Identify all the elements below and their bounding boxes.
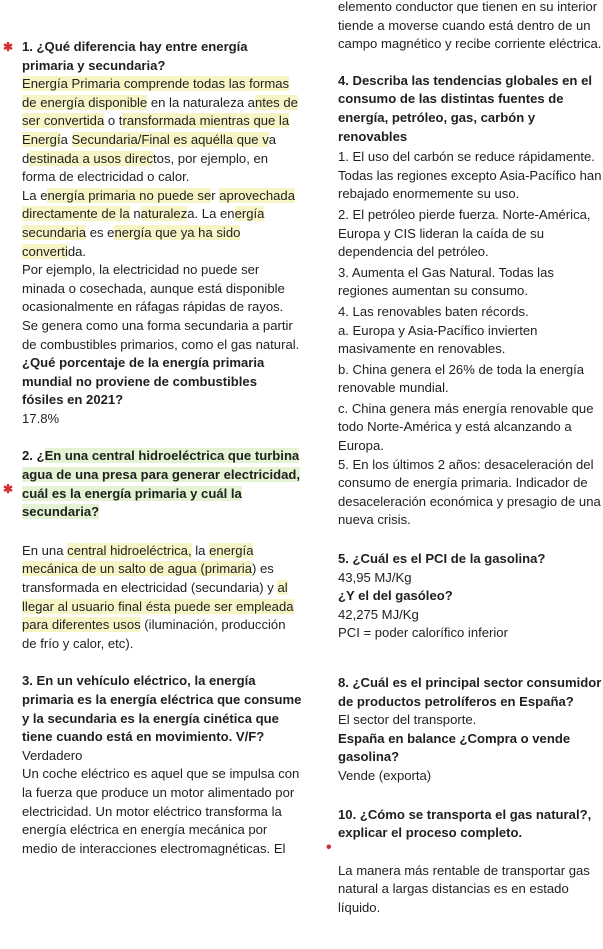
q1-subanswer: 17.8% [22,410,60,426]
red-dot-marker-q10: • [326,839,332,856]
q2-title: 2. ¿En una central hidroeléctrica que turbina agua de una presa para generar electricidad, cuál es la energía primaria y cuál la secundaria? [22,448,300,520]
q4-title: 4. Describa las tendencias globales en el consumo de las distintas fuentes de energía, petróleo, gas, carbón y renovables [338,72,592,144]
q4-item-4c: c. China genera más energía renovable que todo Norte-América y está alcanzando a Europa. [338,400,594,454]
q4-item-4b: b. China genera el 26% de toda la energía renovable mundial. [338,361,585,396]
left-column [22,38,302,858]
q5-answer-gasoline: 43,95 MJ/Kg [338,569,412,585]
q1-paragraph-3: Por ejemplo, la electricidad no puede ser minada o cosechada, aunque está disponible ocasionalmente en ráfagas rápidas de rayos. Se genera como una forma secundaria a partir de combustibles primarios, como el gas natural. [22,262,300,352]
q2-paragraph: En una central hidroeléctrica, la energía mecánica de un salto de agua (primaria) es transformada en electricidad (secundaria) y al llegar al usuario final ésta puede ser empleada para diferentes usos (iluminación, producción de frío y calor, etc). [22,542,294,651]
q1-subquestion: ¿Qué porcentaje de la energía primaria mundial no proviene de combustibles fósiles en 2021? [22,355,265,408]
q10-paragraph: La manera más rentable de transportar gas natural a largas distancias es en estado líquido. [338,862,590,915]
q8-subanswer: Vende (exporta) [338,767,432,783]
q5-title: 5. ¿Cuál es el PCI de la gasolina? [338,551,546,567]
red-star-marker-q1: ✱ [3,40,14,54]
q3-paragraph: Un coche eléctrico es aquel que se impulsa con la fuerza que produce un motor alimentado por electricidad. Un motor eléctrico transforma la energía eléctrica en energía mecánica por medio de interacciones electromagnéticas. El [22,766,300,856]
q4-item-2: 2. El petróleo pierde fuerza. Norte-América, Europa y CIS lideran la caída de su dependencia del petróleo. [338,206,591,260]
q5-note: PCI = poder calorífico inferior [338,625,508,641]
continuation-text: elemento conductor que tienen en su interior tiende a moverse cuando está dentro de un campo magnético y recibe corriente eléctrica. [338,0,602,52]
q1-paragraph-1: Energía Primaria comprende todas las formas de energía disponible en la naturaleza antes de ser convertida o transformada mientras que la Energía Secundaria/Final es aquélla que va destinada a usos directos, por ejemplo, en forma de electricidad o calor. [22,76,298,185]
q1-title: 1. ¿Qué diferencia hay entre energía primaria y secundaria? [22,39,248,73]
q4-item-5: 5. En los últimos 2 años: desaceleración del consumo de energía primaria. Indicador de desaceleración económica y presagio de una nueva crisis. [338,456,601,528]
q8-answer: El sector del transporte. [338,712,477,728]
q4-item-3: 3. Aumenta el Gas Natural. Todas las regiones aumentan su consumo. [338,264,554,299]
q1-paragraph-2: La energía primaria no puede ser aprovechada directamente de la naturaleza. La energía secundaria es energía que ya ha sido convertida. [22,187,295,259]
right-column [338,0,603,918]
q4-item-1: 1. El uso del carbón se reduce rápidamente. Todas las regiones excepto Asia-Pacífico han rebajado enormemente su uso. [338,149,602,202]
q5-answer-diesel: 42,275 MJ/Kg [338,606,419,622]
q10-title: 10. ¿Cómo se transporta el gas natural?, explicar el proceso completo. [338,806,592,841]
q3-answer: Verdadero [22,747,83,763]
q5-subquestion: ¿Y el del gasóleo? [338,588,453,604]
q3-title: 3. En un vehículo eléctrico, la energía primaria es la energía eléctrica que consume y la secundaria es la energía cinética que tiene cuando está en movimiento. V/F? [22,673,302,745]
red-star-marker-q2: ✱ [3,482,14,496]
q8-title: 8. ¿Cuál es el principal sector consumidor de productos petrolíferos en España? [338,675,602,709]
q4-item-4a: a. Europa y Asia-Pacífico invierten masivamente en renovables. [338,322,538,357]
q4-item-4: 4. Las renovables baten récords. [338,303,529,319]
q8-subquestion: España en balance ¿Compra o vende gasolina? [338,730,571,765]
